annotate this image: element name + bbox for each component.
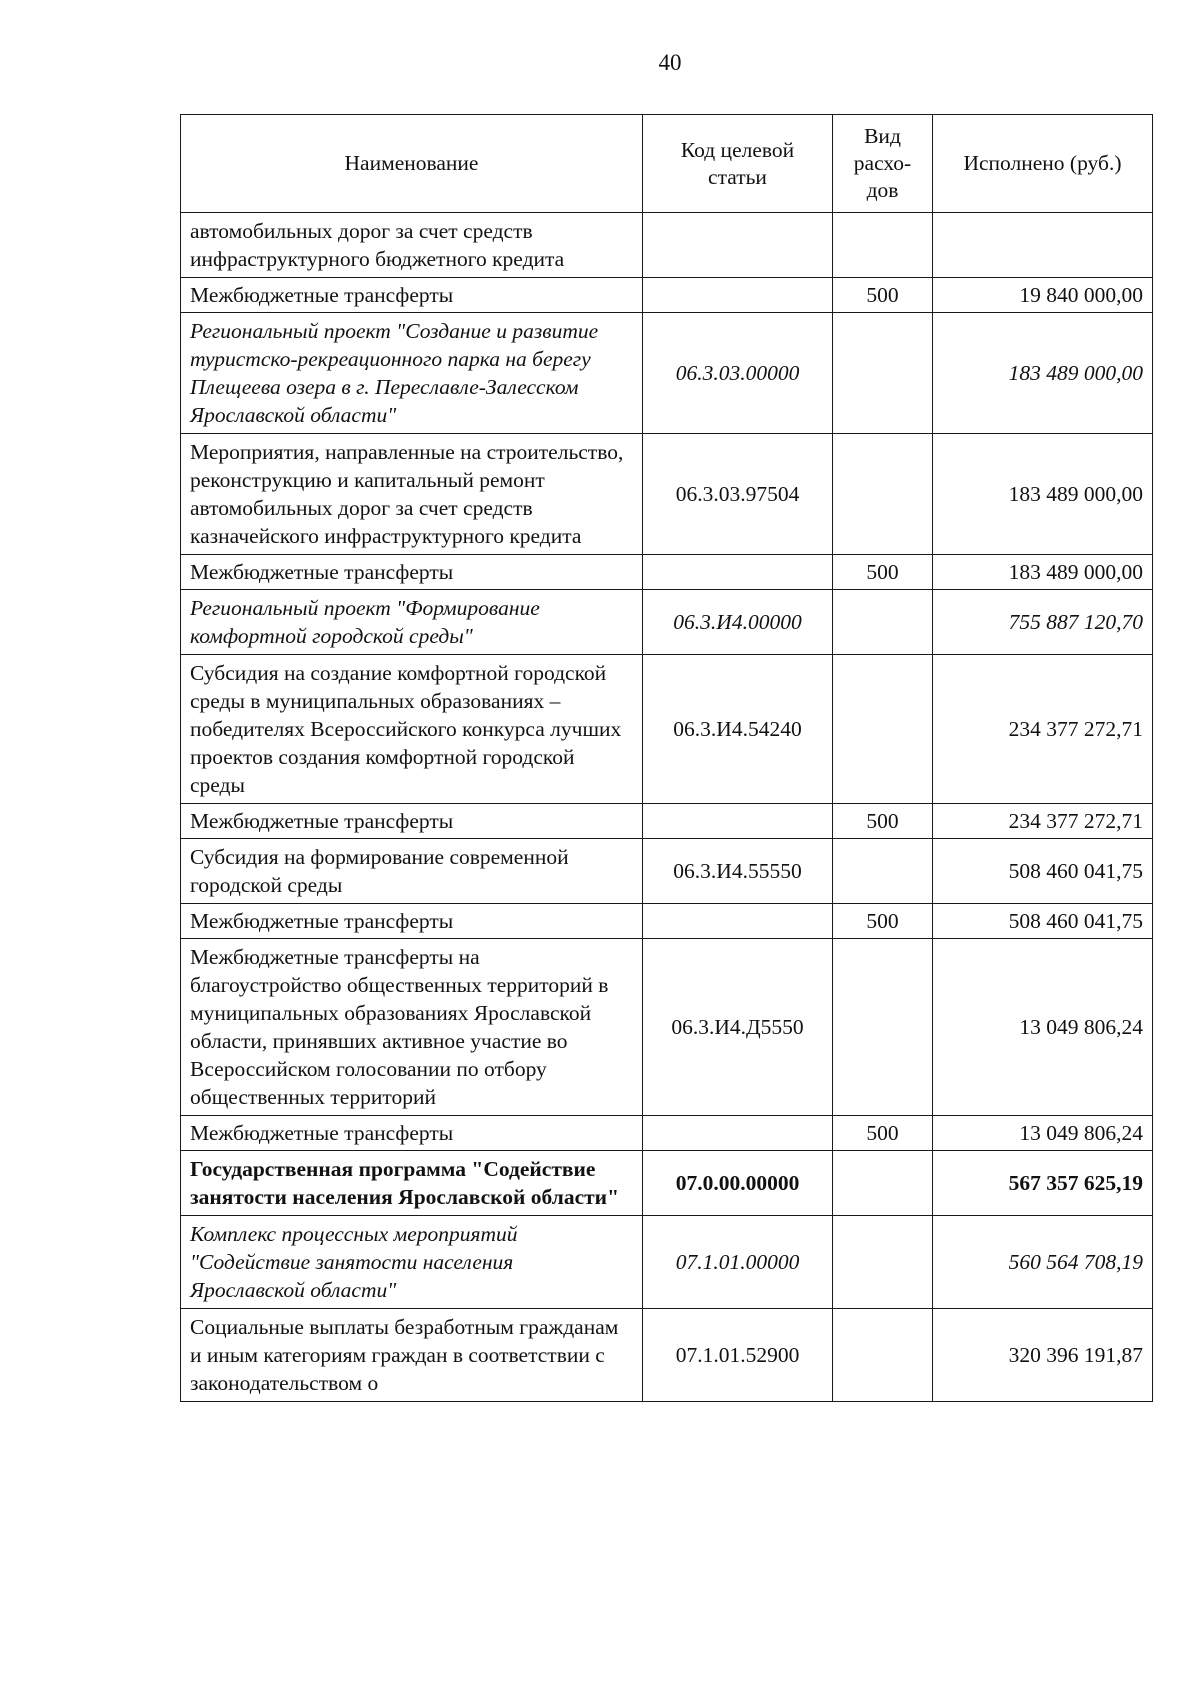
table-row — [181, 434, 1153, 555]
cell-amount: 234 377 272,71 — [933, 804, 1153, 839]
table-row — [181, 555, 1153, 590]
cell-name: Комплекс процессных мероприятий "Содействие занятости населения Ярославской области" — [181, 1216, 643, 1309]
cell-amount: 19 840 000,00 — [933, 278, 1153, 313]
cell-code — [643, 213, 833, 278]
header-code: Код целевой статьи — [643, 115, 833, 213]
cell-kind — [833, 1216, 933, 1309]
cell-code: 06.3.03.00000 — [643, 313, 833, 434]
cell-name: Межбюджетные трансферты — [181, 904, 643, 939]
table-row — [181, 804, 1153, 839]
cell-amount: 560 564 708,19 — [933, 1216, 1153, 1309]
cell-amount: 234 377 272,71 — [933, 655, 1153, 804]
cell-amount: 320 396 191,87 — [933, 1309, 1153, 1402]
header-name: Наименование — [181, 115, 643, 213]
cell-amount: 508 460 041,75 — [933, 839, 1153, 904]
table-row — [181, 1309, 1153, 1402]
cell-amount: 183 489 000,00 — [933, 555, 1153, 590]
cell-name: автомобильных дорог за счет средств инфраструктурного бюджетного кредита — [181, 213, 643, 278]
table-row — [181, 1116, 1153, 1151]
cell-name: Межбюджетные трансферты — [181, 804, 643, 839]
table-row — [181, 904, 1153, 939]
cell-code: 06.3.И4.00000 — [643, 590, 833, 655]
cell-kind — [833, 939, 933, 1116]
table-row — [181, 278, 1153, 313]
table-row — [181, 655, 1153, 804]
cell-kind — [833, 839, 933, 904]
cell-kind — [833, 590, 933, 655]
cell-name: Социальные выплаты безработным гражданам и иным категориям граждан в соответствии с законодательством о — [181, 1309, 643, 1402]
cell-code: 06.3.И4.Д5550 — [643, 939, 833, 1116]
cell-kind: 500 — [833, 278, 933, 313]
cell-name: Межбюджетные трансферты на благоустройство общественных территорий в муниципальных образованиях Ярославской области, принявших активное участие во Всероссийском голосовании по отбору общественных территорий — [181, 939, 643, 1116]
header-kind: Вид расхо-дов — [833, 115, 933, 213]
cell-kind — [833, 655, 933, 804]
cell-code: 06.3.И4.54240 — [643, 655, 833, 804]
cell-kind: 500 — [833, 1116, 933, 1151]
cell-amount: 567 357 625,19 — [933, 1151, 1153, 1216]
cell-amount: 13 049 806,24 — [933, 1116, 1153, 1151]
cell-amount: 183 489 000,00 — [933, 434, 1153, 555]
table-row — [181, 1151, 1153, 1216]
table-row — [181, 939, 1153, 1116]
cell-kind — [833, 313, 933, 434]
cell-code: 07.1.01.00000 — [643, 1216, 833, 1309]
table-row — [181, 213, 1153, 278]
cell-code — [643, 278, 833, 313]
cell-name: Межбюджетные трансферты — [181, 1116, 643, 1151]
cell-name: Региональный проект "Формирование комфортной городской среды" — [181, 590, 643, 655]
cell-amount: 508 460 041,75 — [933, 904, 1153, 939]
cell-code — [643, 555, 833, 590]
cell-kind — [833, 1151, 933, 1216]
cell-name: Субсидия на создание комфортной городской среды в муниципальных образованиях – победителях Всероссийского конкурса лучших проектов создания комфортной городской среды — [181, 655, 643, 804]
cell-name: Межбюджетные трансферты — [181, 278, 643, 313]
page-number: 40 — [658, 50, 682, 75]
table-header-row — [181, 115, 1153, 213]
cell-kind: 500 — [833, 804, 933, 839]
cell-code: 07.0.00.00000 — [643, 1151, 833, 1216]
cell-kind — [833, 1309, 933, 1402]
cell-code — [643, 804, 833, 839]
table-body — [181, 213, 1153, 1402]
budget-execution-table — [180, 114, 1153, 1402]
cell-code: 07.1.01.52900 — [643, 1309, 833, 1402]
cell-amount: 183 489 000,00 — [933, 313, 1153, 434]
table-row — [181, 313, 1153, 434]
cell-name: Мероприятия, направленные на строительство, реконструкцию и капитальный ремонт автомобильных дорог за счет средств казначейского инфраструктурного кредита — [181, 434, 643, 555]
cell-name: Межбюджетные трансферты — [181, 555, 643, 590]
header-amount: Исполнено (руб.) — [933, 115, 1153, 213]
cell-kind: 500 — [833, 904, 933, 939]
cell-kind — [833, 434, 933, 555]
cell-name: Государственная программа "Содействие занятости населения Ярославской области" — [181, 1151, 643, 1216]
cell-code — [643, 904, 833, 939]
cell-kind: 500 — [833, 555, 933, 590]
cell-code — [643, 1116, 833, 1151]
cell-kind — [833, 213, 933, 278]
cell-code: 06.3.И4.55550 — [643, 839, 833, 904]
table-row — [181, 590, 1153, 655]
table-row — [181, 1216, 1153, 1309]
cell-name: Субсидия на формирование современной городской среды — [181, 839, 643, 904]
cell-name: Региональный проект "Создание и развитие туристско-рекреационного парка на берегу Плещеева озера в г. Переславле-Залесском Ярославской области" — [181, 313, 643, 434]
table-row — [181, 839, 1153, 904]
cell-amount: 13 049 806,24 — [933, 939, 1153, 1116]
cell-amount — [933, 213, 1153, 278]
cell-amount: 755 887 120,70 — [933, 590, 1153, 655]
cell-code: 06.3.03.97504 — [643, 434, 833, 555]
